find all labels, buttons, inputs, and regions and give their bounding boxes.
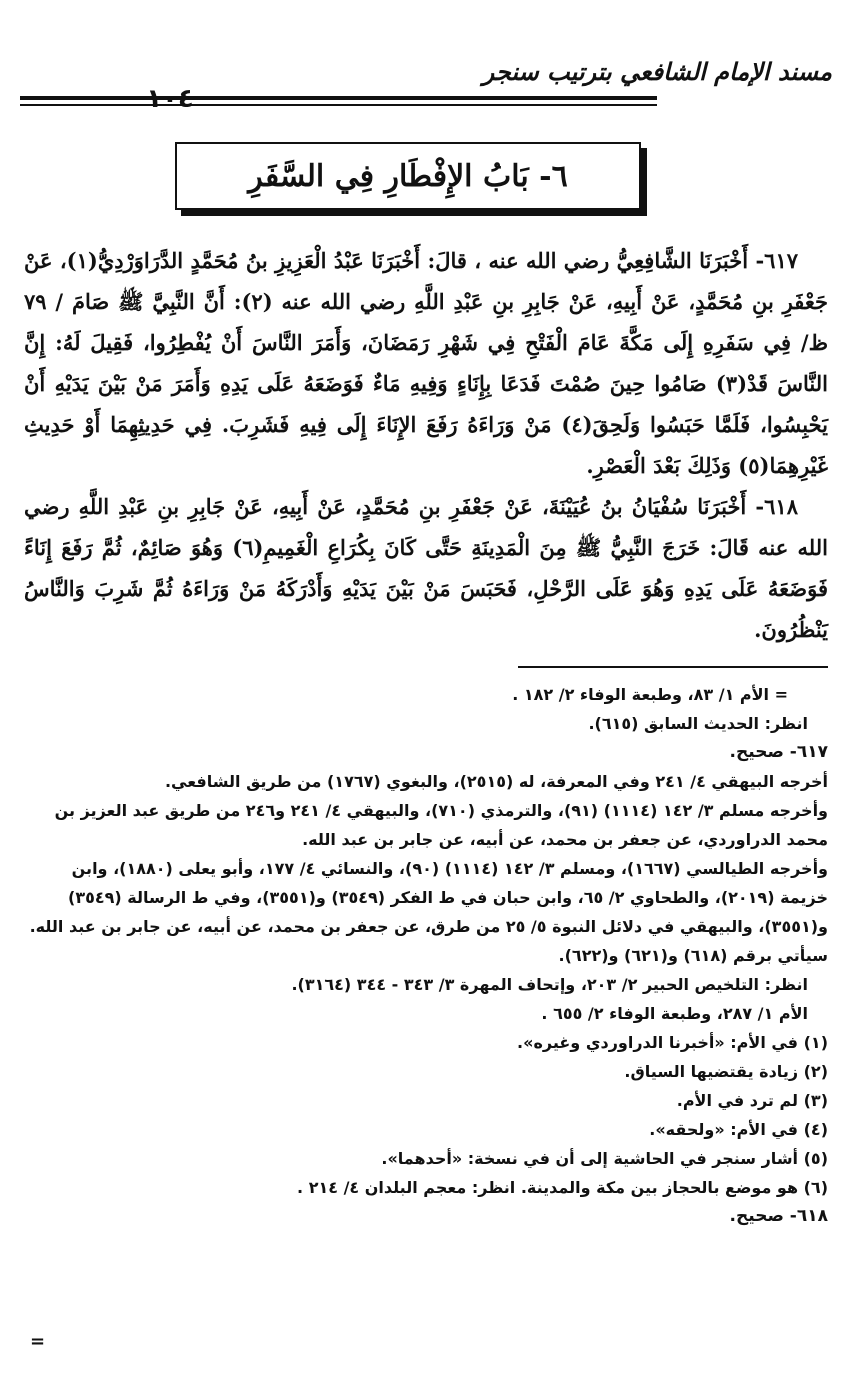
footnote-line: سيأتي برقم (٦١٨) و(٦٢١) و(٦٢٢). — [558, 946, 828, 965]
hadith-617: ٦١٧- أَخْبَرَنَا الشَّافِعِيُّ رضي الله عنه ، قالَ: أَخْبَرَنَا عَبْدُ الْعَزِيزِ بنُ مُحَمَّدٍ الدَّرَاوَرْدِيُّ(١)، عَنْ جَعْفَرِ بنِ مُحَمَّدٍ، عَنْ أَبِيهِ، عَنْ جَابِرِ بنِ عَبْدِ اللَّهِ رضي الله عنه (٢): أَنَّ النَّبِيَّ ﷺ صَامَ / ٧٩ ظ/ فِي سَفَرِهِ إِلَى مَكَّةَ عَامَ الْفَتْحِ فِي شَهْرِ رَمَضَانَ، وَأَمَرَ النَّاسَ أَنْ يُفْطِرُوا، فَقِيلَ لَهُ: إِنَّ النَّاسَ قَدْ(٣) صَامُوا حِينَ صُمْتَ فَدَعَا بِإِنَاءٍ وَفِيهِ مَاءٌ فَوَضَعَهُ عَلَى يَدِهِ وَأَمَرَ مَنْ بَيْنَ يَدَيْهِ أَنْ يَحْبِسُوا، فَلَمَّا حَبَسُوا وَلَحِقَ(٤) مَنْ وَرَاءَهُ رَفَعَ الإِنَاءَ إِلَى فِيهِ فَشَرِبَ. فِي حَدِيثِهِمَا أَوْ حَدِيثِ غَيْرِهِمَا(٥) وَذَلِكَ بَعْدَ الْعَصْرِ. — [24, 248, 828, 478]
footnote-line: (١) في الأم: «أخبرنا الدراوردي وغيره». — [517, 1033, 828, 1052]
footnote-line: انظر: الحديث السابق (٦١٥). — [588, 714, 808, 733]
header-rule-left-thick — [20, 96, 120, 100]
footnote-line: ٦١٧- صحيح. — [729, 742, 828, 762]
footnote-line: (٥) أشار سنجر في الحاشية إلى أن في نسخة: «أحدهما». — [381, 1149, 828, 1168]
footnote-line: ٦١٨- صحيح. — [729, 1206, 828, 1226]
footnote-line: = الأم ١/ ٨٣، وطبعة الوفاء ٢/ ١٨٢ . — [512, 685, 788, 704]
footnote-line: (٤) في الأم: «ولحقه». — [649, 1120, 828, 1139]
footnote-line: وأخرجه الطيالسي (١٦٦٧)، ومسلم ٣/ ١٤٢ (١١١٤) (٩٠)، والنسائي ٤/ ١٧٧، وأبو يعلى (١٨٨٠)، وابن خزيمة (٢٠١٩)، والطحاوي ٢/ ٦٥، وابن حبان في ط الفكر (٣٥٤٩) و(٣٥٥١)، وفي ط الرسالة (٣٥٤٩) و(٣٥٥١)، والبيهقي في دلائل النبوة ٥/ ٢٥ من طرق، عن جعفر بن محمد، عن أبيه، عن جابر بن عبد الله. — [29, 859, 828, 936]
footnotes — [24, 680, 828, 1231]
main-text — [24, 240, 828, 650]
footnote-line: (٣) لم ترد في الأم. — [676, 1091, 828, 1110]
footnote-line: وأخرجه مسلم ٣/ ١٤٢ (١١١٤) (٩١)، والترمذي (٧١٠)، والبيهقي ٤/ ٢٤١ و٢٤٦ من طريق عبد العزيز بن محمد الدراوردي، عن جعفر بن محمد، عن أبيه، عن جابر بن عبد الله. — [54, 801, 828, 849]
footnote-line: (٦) هو موضع بالحجاز بين مكة والمدينة. انظر: معجم البلدان ٤/ ٢١٤ . — [297, 1178, 828, 1197]
footnote-line: انظر: التلخيص الحبير ٢/ ٢٠٣، وإتحاف المهرة ٣/ ٣٤٣ - ٣٤٤ (٣١٦٤). — [291, 975, 808, 994]
hadith-618: ٦١٨- أَخْبَرَنَا سُفْيَانُ بنُ عُيَيْنَةَ، عَنْ جَعْفَرِ بنِ مُحَمَّدٍ، عَنْ أَبِيهِ، عَنْ جَابِرِ بنِ عَبْدِ اللَّهِ رضي الله عنه قَالَ: خَرَجَ النَّبِيُّ ﷺ مِنَ الْمَدِينَةِ حَتَّى كَانَ بِكُرَاعِ الْغَمِيمِ(٦) وَهُوَ صَائِمٌ، ثُمَّ رَفَعَ إِنَاءً فَوَضَعَهُ عَلَى يَدِهِ وَهُوَ عَلَى الرَّحْلِ، فَحَبَسَ مَنْ بَيْنَ يَدَيْهِ وَأَدْرَكَهُ مَنْ وَرَاءَهُ ثُمَّ شَرِبَ وَالنَّاسُ يَنْظُرُونَ. — [24, 494, 828, 642]
running-title: مسند الإمام الشافعي بترتيب سنجر — [482, 58, 832, 86]
page-number: ١٠٤ — [146, 84, 194, 114]
chapter-title: ٦- بَابُ الإِفْطَارِ فِي السَّفَرِ — [248, 158, 568, 194]
continuation-mark: = — [30, 1331, 46, 1352]
footnote-line: أخرجه البيهقي ٤/ ٢٤١ وفي المعرفة، له (٢٥١٥)، والبغوي (١٧٦٧) من طريق الشافعي. — [164, 772, 828, 791]
page-header — [20, 58, 832, 118]
footnote-line: (٢) زيادة يقتضيها السياق. — [624, 1062, 828, 1081]
footnote-line: الأم ١/ ٢٨٧، وطبعة الوفاء ٢/ ٦٥٥ . — [541, 1004, 808, 1023]
header-rule-left-thin — [20, 104, 120, 106]
chapter-heading-box — [175, 142, 641, 210]
footnotes-divider — [518, 666, 828, 668]
